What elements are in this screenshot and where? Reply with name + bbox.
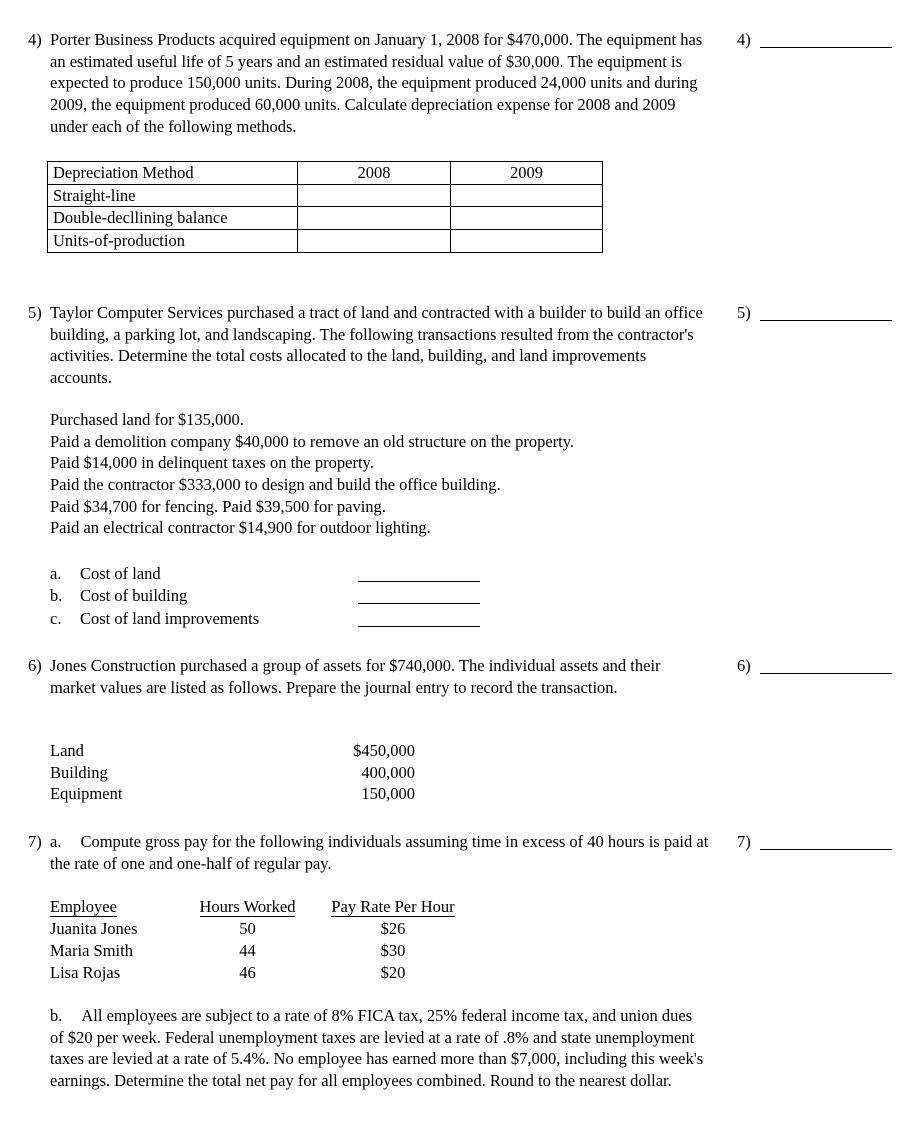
header-employee: Employee [50, 897, 117, 916]
table-row [50, 940, 468, 962]
depreciation-table [47, 161, 603, 253]
question-7a-letter: a. [50, 832, 62, 851]
part-c-letter: c. [50, 608, 62, 628]
question-6-number: 6) [28, 656, 42, 675]
question-6-text: Jones Construction purchased a group of assets for $740,000. The individual assets and their market values are listed as follows. Prepare the journal entry to record the transaction. [50, 656, 661, 697]
employee-hours: 46 [239, 962, 256, 982]
question-5-text: Taylor Computer Services purchased a tract of land and contracted with a builder to build an office building, a parking lot, and landscaping. The following transactions resulted from the contractor's activities. Determine the total costs allocated to the land, building, and land improvements accounts. [50, 303, 703, 388]
question-5-parts-list [50, 563, 480, 630]
dep-cell-straight-line-2009[interactable] [451, 184, 603, 207]
question-7b-letter: b. [50, 1006, 63, 1025]
asset-name: Land [50, 741, 84, 760]
list-item [50, 783, 415, 805]
dep-cell-units-of-production-2009[interactable] [451, 230, 603, 253]
question-5 [28, 302, 710, 389]
question-7b-body: All employees are subject to a rate of 8% FICA tax, 25% federal income tax, and union dues of $20 per week. Federal unemployment taxes are levied at a rate of .8% and state unemployment taxes are levied at a rate of 5.4%. No employee has earned more than $7,000, including this week's earnings. Determine the total net pay for all employees combined. Round to the nearest dollar. [50, 1006, 704, 1091]
question-5-answer-number: 5) [737, 303, 751, 322]
question-6-answer-blank[interactable] [760, 655, 892, 674]
question-6 [28, 655, 710, 698]
transaction-line: Paid $34,700 for fencing. Paid $39,500 for paving. [50, 496, 386, 516]
employee-name: Juanita Jones [50, 918, 138, 938]
employee-name: Maria Smith [50, 940, 133, 960]
dep-method-straight-line: Straight-line [48, 184, 298, 207]
question-7-answer-slot [737, 831, 892, 853]
dep-header-2009: 2009 [451, 162, 603, 185]
employee-hours: 50 [239, 918, 256, 938]
employee-hours: 44 [239, 940, 256, 960]
part-b-letter: b. [50, 586, 63, 606]
employee-rate: $30 [380, 940, 406, 960]
list-item [50, 585, 480, 607]
table-row [50, 918, 468, 940]
dep-header-method: Depreciation Method [48, 162, 298, 185]
cost-of-land-blank[interactable] [358, 563, 480, 582]
question-7-answer-number: 7) [737, 832, 751, 851]
header-hours-worked: Hours Worked [199, 897, 296, 916]
part-a-letter: a. [50, 564, 62, 583]
list-item [50, 563, 480, 585]
employee-rate: $26 [380, 918, 406, 938]
table-row [50, 962, 468, 984]
asset-value: $450,000 [353, 741, 415, 760]
question-5-answer-slot [737, 302, 892, 324]
dep-method-units-of-production: Units-of-production [48, 230, 298, 253]
question-5-answer-blank[interactable] [760, 302, 892, 321]
question-6-answer-slot [737, 655, 892, 677]
question-7-number: 7) [28, 832, 42, 851]
transaction-line: Paid the contractor $333,000 to design and build the office building. [50, 475, 501, 495]
asset-name: Equipment [50, 784, 123, 804]
asset-name: Building [50, 762, 108, 782]
question-7a-text [50, 831, 710, 874]
header-pay-rate: Pay Rate Per Hour [331, 897, 455, 916]
transaction-line: Paid an electrical contractor $14,900 for outdoor lighting. [50, 518, 431, 538]
cost-of-land-improvements-blank[interactable] [358, 608, 480, 627]
transaction-line: Paid a demolition company $40,000 to remove an old structure on the property. [50, 431, 575, 451]
asset-list [50, 740, 415, 805]
question-7-answer-blank[interactable] [760, 831, 892, 850]
question-5-number: 5) [28, 303, 42, 322]
dep-cell-straight-line-2008[interactable] [298, 184, 451, 207]
transaction-line: Paid $14,000 in delinquent taxes on the property. [50, 453, 374, 473]
employee-rate: $20 [380, 962, 406, 982]
part-b-label: Cost of building [80, 586, 188, 606]
question-4 [28, 29, 710, 138]
employee-name: Lisa Rojas [50, 962, 121, 982]
question-7b-text [50, 1005, 710, 1092]
transaction-line: Purchased land for $135,000. [50, 410, 244, 429]
table-row [48, 184, 603, 207]
dep-cell-double-declining-2008[interactable] [298, 207, 451, 230]
dep-cell-units-of-production-2008[interactable] [298, 230, 451, 253]
part-c-label: Cost of land improvements [80, 608, 260, 628]
question-4-number: 4) [28, 30, 42, 49]
employee-table-header-row [50, 896, 468, 918]
depreciation-table-header-row [48, 162, 603, 185]
question-6-answer-number: 6) [737, 656, 751, 675]
dep-method-double-declining: Double-decllining balance [48, 207, 298, 230]
table-row [48, 207, 603, 230]
table-row [48, 230, 603, 253]
asset-value: 400,000 [361, 762, 415, 782]
list-item [50, 762, 415, 784]
asset-value: 150,000 [361, 784, 415, 804]
employee-table [50, 896, 468, 984]
transactions-list [50, 409, 574, 539]
dep-header-2008: 2008 [298, 162, 451, 185]
part-a-label: Cost of land [80, 564, 161, 583]
list-item [50, 608, 480, 630]
list-item [50, 740, 415, 762]
question-4-text: Porter Business Products acquired equipment on January 1, 2008 for $470,000. The equipment has an estimated useful life of 5 years and an estimated residual value of $30,000. The equipment is expected to produce 150,000 units. During 2008, the equipment produced 24,000 units and during 2009, the equipment produced 60,000 units. Calculate depreciation expense for 2008 and 2009 under each of the following methods. [50, 30, 703, 136]
cost-of-building-blank[interactable] [358, 585, 480, 604]
question-7 [28, 831, 710, 874]
question-4-answer-blank[interactable] [760, 29, 892, 48]
dep-cell-double-declining-2009[interactable] [451, 207, 603, 230]
question-4-answer-number: 4) [737, 30, 751, 49]
question-4-answer-slot [737, 29, 892, 51]
question-7a-body: Compute gross pay for the following individuals assuming time in excess of 40 hours is paid at the rate of one and one-half of regular pay. [50, 832, 709, 873]
